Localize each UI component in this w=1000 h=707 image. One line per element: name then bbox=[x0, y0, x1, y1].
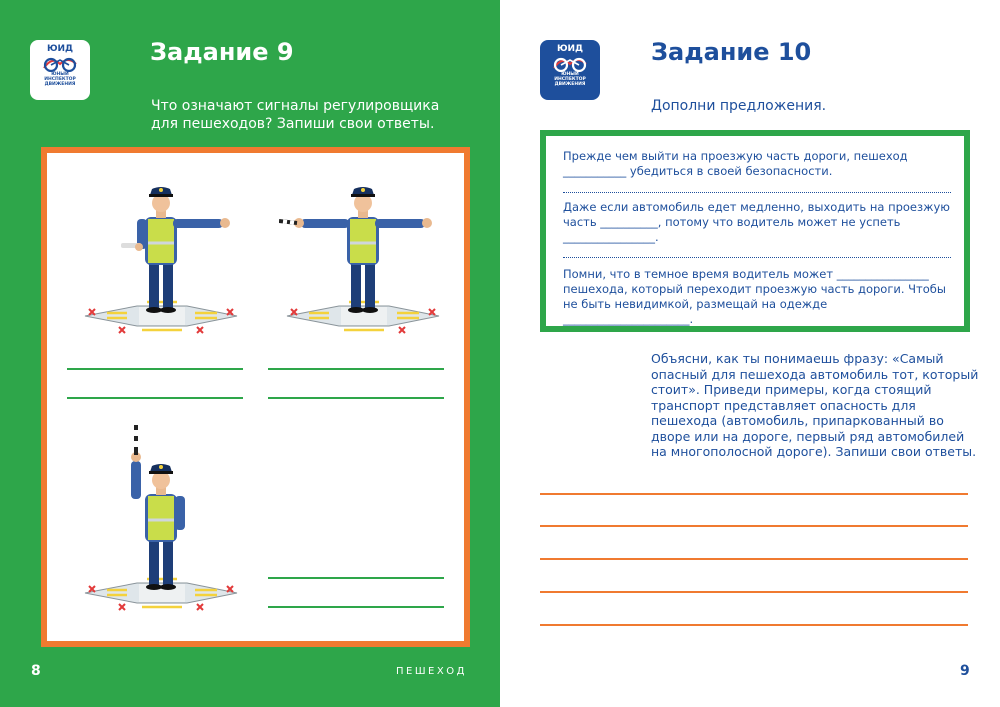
right-page bbox=[500, 0, 1000, 707]
answer-line[interactable] bbox=[67, 368, 243, 370]
baton-icon bbox=[279, 221, 297, 223]
answer-line[interactable] bbox=[67, 397, 243, 399]
logo-subtitle-3: ДВИЖЕНИЯ bbox=[44, 82, 76, 87]
logo-subtitle-2: ИНСПЕКТОР bbox=[44, 77, 76, 82]
logo-title: ЮИД bbox=[556, 44, 584, 54]
bicycle-logo-icon bbox=[550, 54, 590, 72]
task-10-description: Дополни предложения. bbox=[651, 98, 827, 114]
answer-line[interactable] bbox=[540, 493, 968, 495]
answer-line[interactable] bbox=[268, 606, 444, 608]
fill-item[interactable]: Помни, что в темное время водитель может ________________ пешехода, который переходит проезжую часть дороги. Чтобы не быть невидимкой, размещай на одежде ______________________. bbox=[563, 267, 946, 326]
traffic-officer-figure-2 bbox=[279, 181, 449, 346]
task-9-description: Что означают сигналы регулировщика для пешеходов? Запиши свои ответы. bbox=[151, 98, 440, 132]
fill-in-box bbox=[540, 130, 970, 332]
crossroads-icon bbox=[85, 579, 237, 610]
answer-line[interactable] bbox=[540, 624, 968, 626]
answer-line[interactable] bbox=[540, 591, 968, 593]
bicycle-logo-icon bbox=[40, 54, 80, 72]
crossroads-icon bbox=[287, 302, 439, 333]
page-number-left: 8 bbox=[31, 663, 41, 679]
officer-icon bbox=[279, 187, 432, 313]
answer-line[interactable] bbox=[268, 397, 444, 399]
explain-prompt: Объясни, как ты понимаешь фразу: «Самый опасный для пешехода автомобиль тот, который стоит». Приведи примеры, когда стоящий транспорт представляет опасность для пешехода (автомобиль, припаркованный во дворе или на дороге, первый ряд автомобилей на многополосной дороге). Запиши свои ответы. bbox=[651, 351, 979, 459]
yuid-logo bbox=[540, 40, 600, 100]
answer-line[interactable] bbox=[268, 577, 444, 579]
fill-item[interactable]: Прежде чем выйти на проезжую часть дороги, пешеход ___________ убедиться в своей безопасности. bbox=[563, 149, 908, 178]
task-9-title: Задание 9 bbox=[150, 38, 294, 66]
running-head: ПЕШЕХОД bbox=[396, 666, 467, 677]
logo-subtitle-1: ЮНЫЙ bbox=[561, 72, 579, 77]
dotted-separator bbox=[563, 257, 951, 258]
logo-subtitle-1: ЮНЫЙ bbox=[51, 72, 69, 77]
traffic-officer-figure-1 bbox=[77, 181, 247, 346]
crossroads-icon bbox=[85, 302, 237, 333]
fill-item[interactable]: Даже если автомобиль едет медленно, выходить на проезжую часть __________, потому что водитель может не успеть ________________. bbox=[563, 200, 950, 244]
answer-line[interactable] bbox=[540, 558, 968, 560]
page-number-right: 9 bbox=[960, 663, 970, 679]
task-10-title: Задание 10 bbox=[651, 38, 812, 66]
answer-line[interactable] bbox=[540, 525, 968, 527]
logo-title: ЮИД bbox=[46, 44, 74, 54]
officer-icon bbox=[121, 187, 230, 313]
yuid-logo bbox=[30, 40, 90, 100]
signals-picture-frame bbox=[41, 147, 470, 647]
dotted-separator bbox=[563, 192, 951, 193]
answer-line[interactable] bbox=[268, 368, 444, 370]
logo-subtitle-2: ИНСПЕКТОР bbox=[554, 77, 586, 82]
officer-icon bbox=[131, 425, 185, 590]
logo-subtitle-3: ДВИЖЕНИЯ bbox=[554, 82, 586, 87]
traffic-officer-figure-3 bbox=[77, 415, 247, 615]
